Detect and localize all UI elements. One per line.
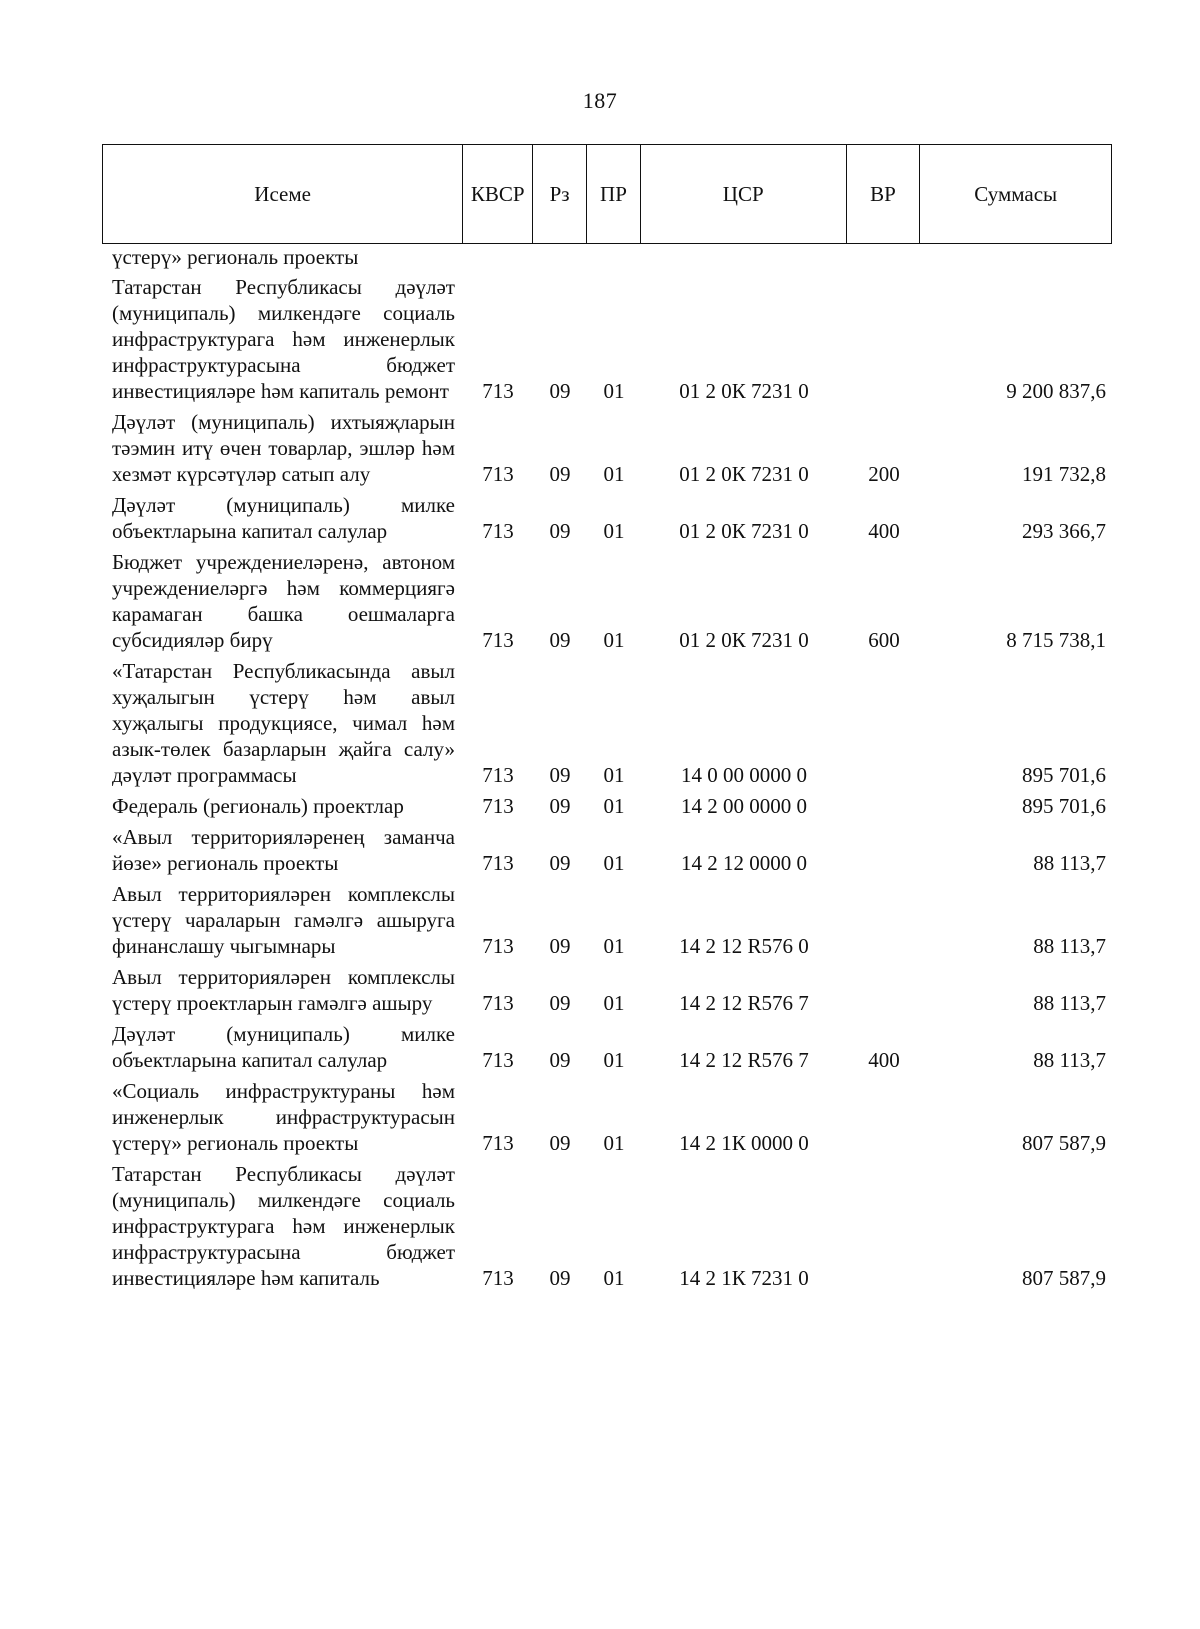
cell-kvsr: 713 [482,991,514,1015]
header-csr: ЦСР [641,145,847,243]
cell-sum: 895 701,6 [1022,763,1106,787]
cell-rz: 09 [549,462,571,486]
table-header [102,144,1112,244]
cell-rz: 09 [549,794,571,818]
cell-csr: 14 0 00 0000 0 [681,763,807,787]
cell-sum: 191 732,8 [1022,462,1106,486]
cell-vr: 400 [868,1048,900,1072]
cell-rz: 09 [549,1266,571,1290]
cell-kvsr: 713 [482,851,514,875]
cell-kvsr: 713 [482,763,514,787]
cell-pr: 01 [603,462,625,486]
cell-rz: 09 [549,851,571,875]
cell-sum: 88 113,7 [1033,1048,1106,1072]
cell-name: Дәүләт (муниципаль) ихтыяҗларын тәэмин итү өчен товарлар, эшләр һәм хезмәт күрсәтүләр сатып алу [112,410,455,486]
cell-rz: 09 [549,991,571,1015]
cell-vr: 400 [868,519,900,543]
cell-pr: 01 [603,519,625,543]
cell-vr: 200 [868,462,900,486]
page-number: 187 [582,88,618,113]
cell-name: Федераль (региональ) проектлар [112,794,404,818]
cell-name: Дәүләт (муниципаль) милке объектларына капитал салулар [112,493,455,543]
cell-sum: 8 715 738,1 [1006,628,1106,652]
cell-rz: 09 [549,379,571,403]
cell-kvsr: 713 [482,519,514,543]
cell-pr: 01 [603,379,625,403]
cell-name: «Татарстан Республикасында авыл хуҗалыгын үстерү һәм авыл хуҗалыгы продукциясе, чимал һәм азык-төлек базарларын җайга салу» дәүләт программасы [112,659,455,787]
header-kvsr: КВСР [463,145,533,243]
cell-rz: 09 [549,934,571,958]
table-row [102,881,1112,959]
cell-sum: 88 113,7 [1033,934,1106,958]
table-row [102,409,1112,487]
cell-csr: 01 2 0К 7231 0 [679,628,809,652]
cell-kvsr: 713 [482,628,514,652]
cell-kvsr: 713 [482,379,514,403]
cell-kvsr: 713 [482,934,514,958]
cell-sum: 895 701,6 [1022,794,1106,818]
cell-rz: 09 [549,763,571,787]
table-row [102,549,1112,653]
cell-name: Авыл территорияләрен комплекслы үстерү чараларын гамәлгә ашыруга финанслашу чыгымнары [112,882,455,958]
cell-csr: 14 2 00 0000 0 [681,794,807,818]
cell-name: «Социаль инфраструктураны һәм инженерлык инфраструктурасын үстерү» региональ проекты [112,1079,455,1155]
header-name: Исеме [103,145,463,243]
cell-kvsr: 713 [482,462,514,486]
cell-csr: 01 2 0К 7231 0 [679,462,809,486]
cell-rz: 09 [549,1048,571,1072]
table-row [102,1021,1112,1073]
cell-sum: 9 200 837,6 [1006,379,1106,403]
table-row [102,274,1112,404]
cell-sum: 807 587,9 [1022,1131,1106,1155]
table-row [102,824,1112,876]
header-pr: ПР [587,145,641,243]
cell-csr: 01 2 0К 7231 0 [679,379,809,403]
cell-pr: 01 [603,763,625,787]
table-row [102,658,1112,788]
cell-name: Татарстан Республикасы дәүләт (муниципаль) милкендәге социаль инфраструктурага һәм инженерлык инфраструктурасына бюджет инвестицияләре һәм капиталь [112,1162,455,1290]
cell-kvsr: 713 [482,1048,514,1072]
cell-kvsr: 713 [482,1266,514,1290]
cell-sum: 807 587,9 [1022,1266,1106,1290]
cell-pr: 01 [603,794,625,818]
cell-csr: 14 2 1К 0000 0 [679,1131,809,1155]
cell-name: Дәүләт (муниципаль) милке объектларына капитал салулар [112,1022,455,1072]
cell-pr: 01 [603,934,625,958]
cell-name: Бюджет учреждениеләренә, автоном учреждениеләргә һәм коммерциягә карамаган башка оешмаларга субсидияләр бирү [112,550,455,652]
cell-pr: 01 [603,991,625,1015]
cell-name: «Авыл территорияләренең заманча йөзе» региональ проекты [112,825,455,875]
table-row [102,1078,1112,1156]
cell-csr: 14 2 12 R576 7 [679,1048,809,1072]
header-rz: Рз [533,145,587,243]
table-row [102,244,1112,270]
cell-kvsr: 713 [482,1131,514,1155]
cell-pr: 01 [603,851,625,875]
table-row [102,1161,1112,1291]
cell-sum: 88 113,7 [1033,991,1106,1015]
cell-csr: 01 2 0К 7231 0 [679,519,809,543]
cell-kvsr: 713 [482,794,514,818]
cell-pr: 01 [603,1131,625,1155]
cell-csr: 14 2 12 R576 7 [679,991,809,1015]
cell-pr: 01 [603,628,625,652]
cell-sum: 88 113,7 [1033,851,1106,875]
header-vr: ВР [847,145,921,243]
cell-rz: 09 [549,1131,571,1155]
cell-pr: 01 [603,1266,625,1290]
header-sum: Суммасы [974,181,1058,206]
cell-name: Татарстан Республикасы дәүләт (муниципаль) милкендәге социаль инфраструктурага һәм инженерлык инфраструктурасына бюджет инвестицияләре һәм капиталь ремонт [112,275,455,403]
cell-csr: 14 2 12 R576 0 [679,934,809,958]
cell-rz: 09 [549,628,571,652]
cell-name: үстерү» региональ проекты [112,245,359,269]
cell-csr: 14 2 1К 7231 0 [679,1266,809,1290]
cell-csr: 14 2 12 0000 0 [681,851,807,875]
cell-vr: 600 [868,628,900,652]
table-body [102,244,1112,1296]
cell-name: Авыл территорияләрен комплекслы үстерү проектларын гамәлгә ашыру [112,965,455,1015]
table-row [102,793,1112,819]
cell-pr: 01 [603,1048,625,1072]
cell-sum: 293 366,7 [1022,519,1106,543]
table-row [102,964,1112,1016]
cell-rz: 09 [549,519,571,543]
table-row [102,492,1112,544]
